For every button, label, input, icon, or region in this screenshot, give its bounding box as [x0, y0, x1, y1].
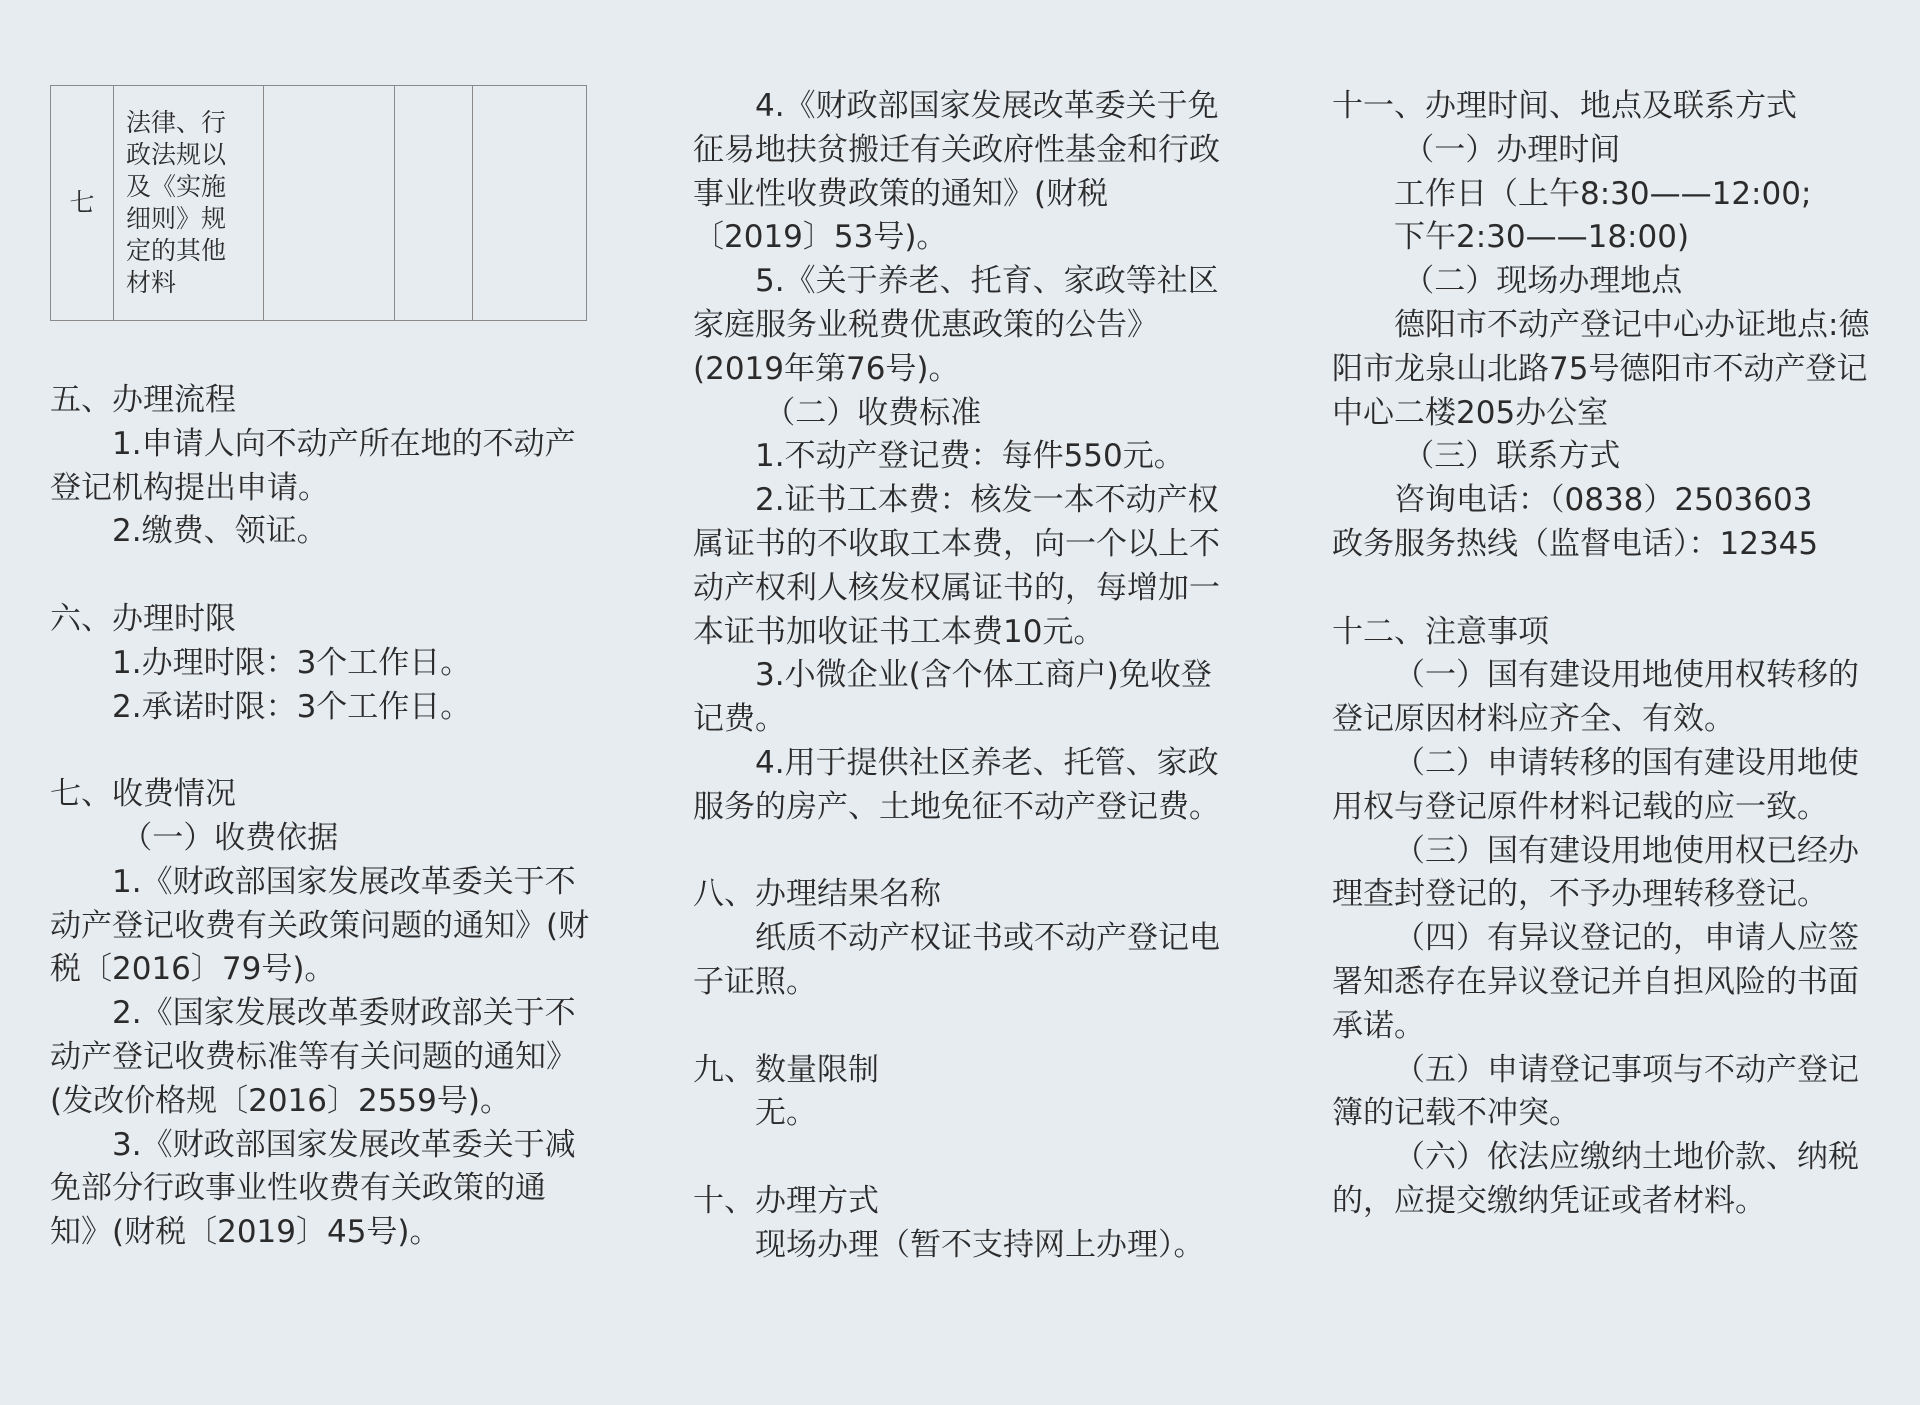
column-right [1332, 85, 1880, 1224]
column-left [50, 85, 590, 1255]
fee-basis-item-3: 3.《财政部国家发展改革委关于减免部分行政事业性收费有关政策的通知》(财税〔2019〕45号)。 [50, 1126, 576, 1251]
fee-basis-item-1: 1.《财政部国家发展改革委关于不动产登记收费有关政策问题的通知》(财税〔2016〕79号)。 [50, 863, 590, 988]
office-hours-line-1: 工作日（上午8:30——12:00; [1394, 175, 1812, 212]
fee-basis-item-2: 2.《国家发展改革委财政部关于不动产登记收费标准等有关问题的通知》(发改价格规〔2016〕2559号)。 [50, 995, 577, 1119]
section-5-title: 五、办理流程 [50, 382, 236, 418]
fee-basis-item-5: 5.《关于养老、托育、家政等社区家庭服务业税费优惠政策的公告》(2019年第76号)。 [693, 263, 1219, 387]
section-11-title: 十一、办理时间、地点及联系方式 [1332, 88, 1797, 124]
office-hours-line-2: 下午2:30——18:00) [1394, 219, 1690, 256]
section-6-item-1: 1.办理时限：3个工作日。 [112, 644, 472, 681]
section-5-item-2: 2.缴费、领证。 [112, 513, 328, 550]
notice-item-3: （三）国有建设用地使用权已经办理查封登记的，不予办理转移登记。 [1332, 832, 1859, 913]
section-7-subtitle-basis: （一）收费依据 [121, 819, 339, 856]
section-11-subtitle-location: （二）现场办理地点 [1403, 263, 1683, 300]
section-7-subtitle-standard: （二）收费标准 [764, 394, 982, 431]
section-5-item-1: 1.申请人向不动产所在地的不动产登记机构提出申请。 [50, 425, 576, 506]
notice-item-4: （四）有异议登记的，申请人应签署知悉存在异议登记并自担风险的书面承诺。 [1332, 920, 1859, 1044]
section-10-title: 十、办理方式 [693, 1182, 879, 1219]
service-hotline: 政务服务热线（监督电话）：12345 [1332, 525, 1819, 562]
section-12-title: 十二、注意事项 [1332, 613, 1549, 650]
section-9-title: 九、数量限制 [693, 1051, 879, 1088]
notice-item-5: （五）申请登记事项与不动产登记簿的记载不冲突。 [1332, 1051, 1859, 1132]
section-11-subtitle-time: （一）办理时间 [1403, 131, 1621, 168]
section-6-item-2: 2.承诺时限：3个工作日。 [112, 688, 472, 725]
section-6-title: 六、办理时限 [50, 600, 236, 637]
fee-standard-item-1: 1.不动产登记费：每件550元。 [755, 438, 1185, 475]
table-material-cell: 法律、行政法规以及《实施细则》规定的其他材料 [114, 86, 264, 321]
table-row-number: 七 [51, 86, 114, 321]
office-address: 德阳市不动产登记中心办证地点:德阳市龙泉山北路75号德阳市不动产登记中心二楼205办公室 [1332, 306, 1870, 431]
section-9-text: 无。 [755, 1095, 817, 1132]
notice-item-6: （六）依法应缴纳土地价款、纳税的，应提交缴纳凭证或者材料。 [1332, 1139, 1859, 1219]
table-empty-cell [395, 86, 473, 321]
fee-standard-item-4: 4.用于提供社区养老、托管、家政服务的房产、土地免征不动产登记费。 [693, 744, 1220, 825]
section-11-subtitle-contact: （三）联系方式 [1403, 438, 1621, 475]
fee-basis-item-4: 4.《财政部国家发展改革委关于免征易地扶贫搬迁有关政府性基金和行政事业性收费政策的通知》(财税〔2019〕53号)。 [693, 88, 1220, 256]
notice-item-1: （一）国有建设用地使用权转移的登记原因材料应齐全、有效。 [1332, 657, 1859, 738]
fee-standard-item-3: 3.小微企业(含个体工商户)免收登记费。 [693, 657, 1212, 738]
column-middle [693, 85, 1233, 1268]
consult-phone: 咨询电话：（0838）2503603 [1394, 482, 1813, 519]
table-empty-cell [264, 86, 395, 321]
materials-table [50, 85, 587, 321]
table-row [51, 86, 587, 321]
section-10-text: 现场办理（暂不支持网上办理）。 [755, 1226, 1205, 1263]
section-8-text: 纸质不动产权证书或不动产登记电子证照。 [693, 920, 1220, 1000]
section-7-title: 七、收费情况 [50, 776, 236, 813]
notice-item-2: （二）申请转移的国有建设用地使用权与登记原件材料记载的应一致。 [1332, 744, 1859, 825]
section-8-title: 八、办理结果名称 [693, 876, 941, 913]
table-empty-cell [473, 86, 587, 321]
fee-standard-item-2: 2.证书工本费：核发一本不动产权属证书的不收取工本费，向一个以上不动产权利人核发权属证书的，每增加一本证书加收证书工本费10元。 [693, 482, 1220, 650]
